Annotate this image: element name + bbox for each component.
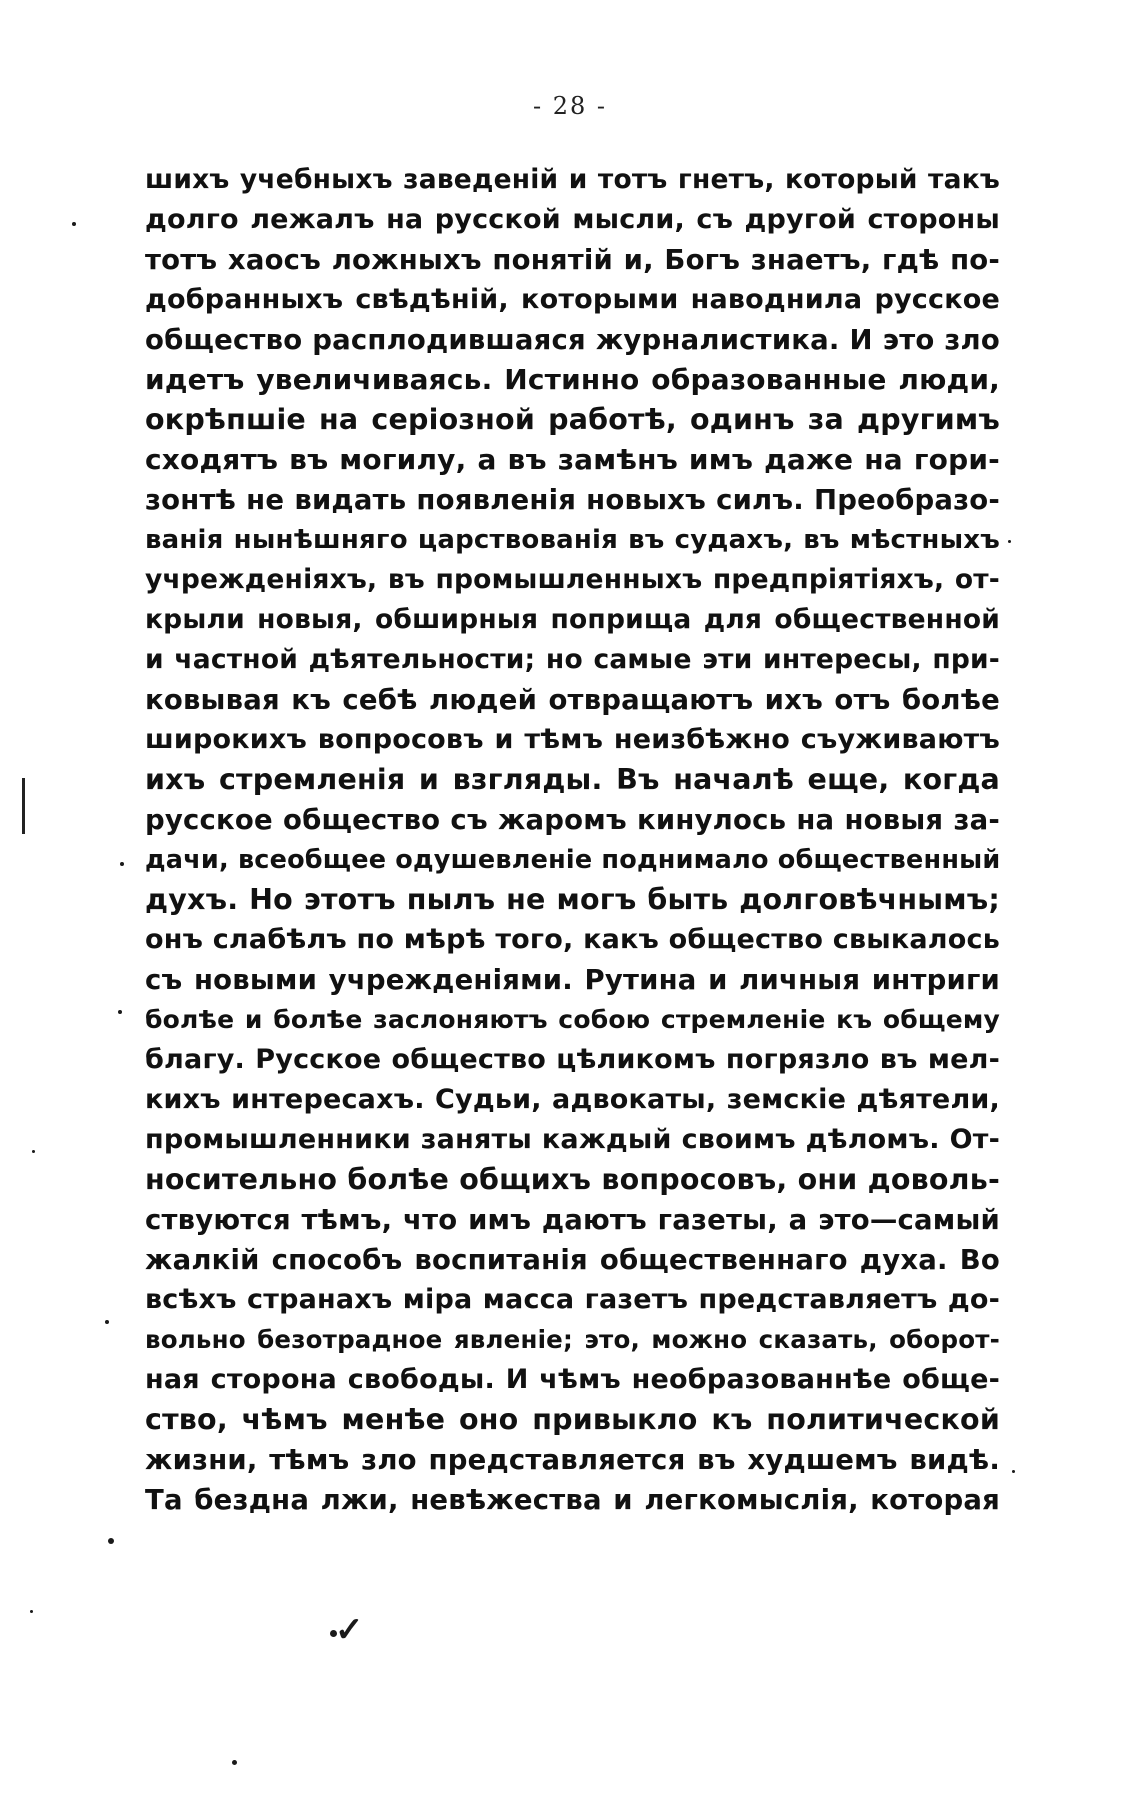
margin-line-artifact <box>22 778 25 834</box>
text-line: благу. Русское общество цѣликомъ погрязло въ мел- <box>145 1044 1000 1075</box>
speck-artifact <box>72 222 76 226</box>
text-line: промышленники заняты каждый своимъ дѣломъ. От- <box>145 1124 1000 1155</box>
text-line: окрѣпшiе на серiозной работѣ, одинъ за другимъ <box>145 403 1000 436</box>
text-line: жалкiй способъ воспитанiя общественнаго духа. Во <box>145 1244 1000 1276</box>
text-line: сходятъ въ могилу, а въ замѣнъ имъ даже на гори- <box>145 443 1000 476</box>
text-line: долго лежалъ на русской мысли, съ другой стороны <box>145 204 1000 235</box>
text-line: съ новыми учрежденiями. Рутина и личныя интриги <box>145 964 1000 996</box>
text-line: крыли новыя, обширныя поприща для общественной <box>145 604 1000 635</box>
text-line: всѣхъ странахъ мiра масса газетъ представляетъ до- <box>145 1284 1000 1315</box>
text-line: Та бездна лжи, невѣжества и легкомыслiя, которая <box>145 1484 1000 1516</box>
speck-artifact <box>232 1760 237 1765</box>
speck-artifact <box>32 1150 35 1153</box>
text-line: дачи, всеобщее одушевленiе поднимало общественный <box>145 845 1001 875</box>
text-line: онъ слабѣлъ по мѣрѣ того, какъ общество свыкалось <box>145 924 1000 955</box>
text-line: ствуются тѣмъ, что имъ даютъ газеты, а это—самый <box>145 1204 1000 1236</box>
text-line: ная сторона свободы. И чѣмъ необразованнѣе обще- <box>145 1364 1000 1395</box>
speck-artifact <box>120 862 124 866</box>
speck-artifact <box>105 1320 109 1324</box>
speck-artifact <box>118 1010 122 1014</box>
text-line: общество расплодившаяся журналистика. И это зло <box>145 324 1000 356</box>
text-line: ихъ стремленiя и взгляды. Въ началѣ еще, когда <box>145 763 1000 796</box>
text-line: русское общество съ жаромъ кинулось на новыя за- <box>145 804 1000 836</box>
page-number: - 28 - <box>532 92 607 120</box>
body-text <box>145 160 1000 1520</box>
text-line: духъ. Но этотъ пылъ не могъ быть долговѣчнымъ; <box>145 883 1000 916</box>
text-line: учрежденiяхъ, въ промышленныхъ предпрiятiяхъ, от- <box>145 564 1000 595</box>
text-line: жизни, тѣмъ зло представляется въ худшемъ видѣ. <box>145 1444 1000 1476</box>
text-line: вольно безотрадное явленiе; это, можно сказать, оборот- <box>145 1325 1000 1354</box>
text-line: широкихъ вопросовъ и тѣмъ неизбѣжно съуживаютъ <box>145 724 1000 755</box>
text-line: шихъ учебныхъ заведенiй и тотъ гнетъ, который такъ <box>145 164 1000 195</box>
bottom-ink-mark: ✓ <box>335 1610 364 1650</box>
speck-artifact <box>1008 540 1011 543</box>
text-line: ство, чѣмъ менѣе оно привыкло къ политической <box>145 1403 1000 1436</box>
text-line: добранныхъ свѣдѣнiй, которыми наводнила русское <box>145 284 1000 315</box>
speck-artifact <box>1012 1470 1015 1473</box>
speck-artifact <box>108 1538 114 1544</box>
text-line: ковывая къ себѣ людей отвращаютъ ихъ отъ болѣе <box>145 684 1000 716</box>
text-line: носительно болѣе общихъ вопросовъ, они доволь- <box>145 1163 1000 1196</box>
text-line: зонтѣ не видать появленiя новыхъ силъ. Преобразо- <box>145 484 1000 516</box>
text-line: ванiя нынѣшняго царствованiя въ судахъ, въ мѣстныхъ <box>145 525 1000 555</box>
text-line: идетъ увеличиваясь. Истинно образованные люди, <box>145 363 1000 396</box>
speck-artifact <box>30 1610 33 1613</box>
text-line: тотъ хаосъ ложныхъ понятiй и, Богъ знаетъ, гдѣ по- <box>145 244 1000 276</box>
text-line: болѣе и болѣе заслоняютъ собою стремленiе къ общему <box>145 1005 1000 1034</box>
text-line: кихъ интересахъ. Судьи, адвокаты, земскiе дѣятели, <box>145 1084 1000 1115</box>
text-line: и частной дѣятельности; но самые эти интересы, при- <box>145 644 1000 675</box>
